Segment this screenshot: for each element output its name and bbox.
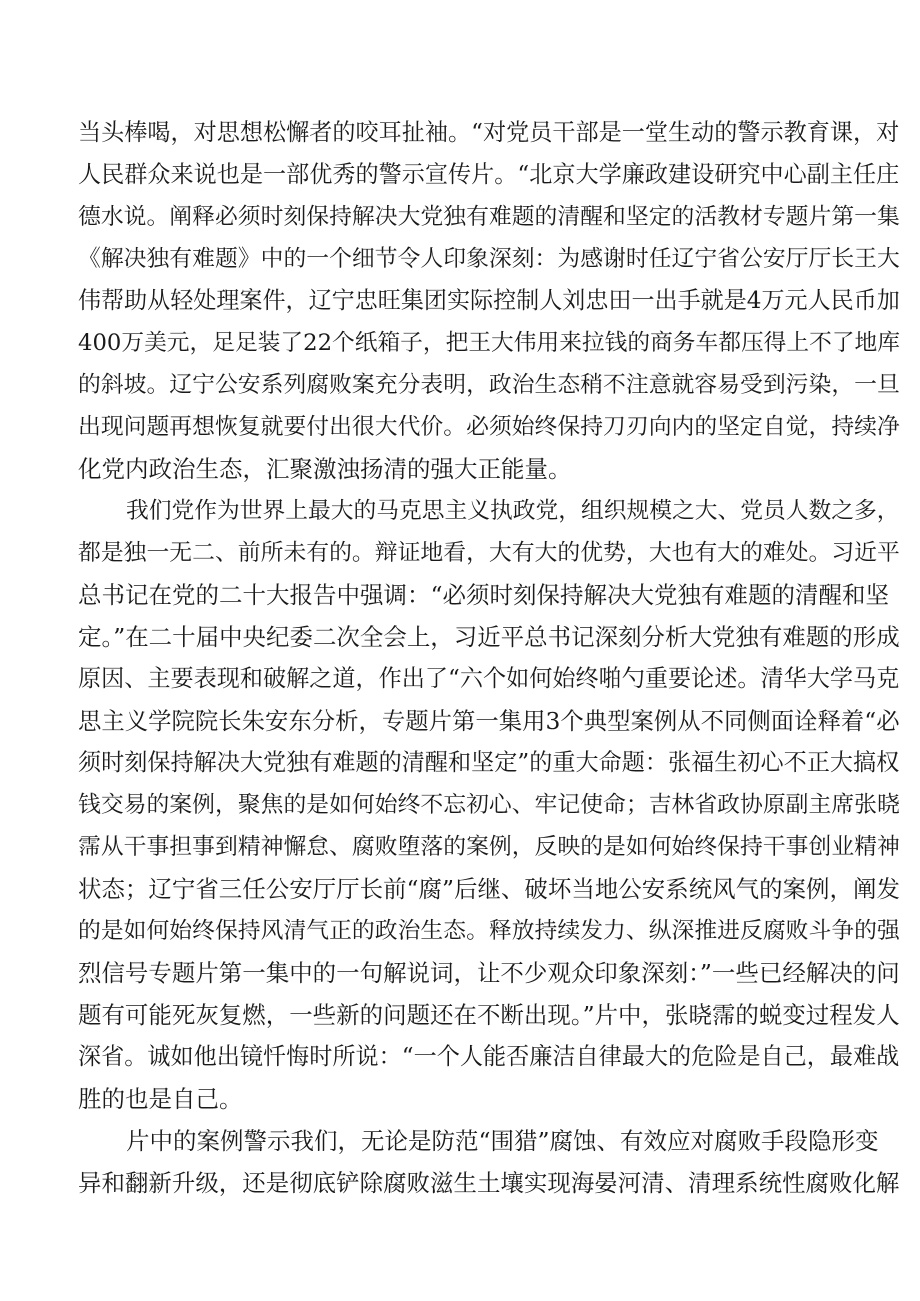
paragraph-1-line-8: 出现问题再想恢复就要付出很大代价。必须始终保持刀刃向内的坚定自觉，持续净 <box>78 414 900 440</box>
paragraph-1-line-3: 德水说。阐释必须时刻保持解决大党独有难题的清醒和坚定的活教材专题片第一集 <box>78 204 900 230</box>
paragraph-2-line-11: 的是如何始终保持风清气正的政治生态。释放持续发力、纵深推进反腐败斗争的强 <box>78 918 900 944</box>
paragraph-2-line-10: 状态；辽宁省三任公安厅厅长前“腐”后继、破坏当地公安系统风气的案例，阐发 <box>78 875 900 903</box>
paragraph-1-line-5: 伟帮助从轻处理案件，辽宁忠旺集团实际控制人刘忠田一出手就是4万元人民币加 <box>78 288 900 314</box>
paragraph-2-line-7: 须时刻保持解决大党独有难题的清醒和坚定”的重大命题：张福生初心不正大搞权 <box>78 750 900 776</box>
paragraph-3-line-2: 异和翻新升级，还是彻底铲除腐败滋生土壤实现海晏河清、清理系统性腐败化解 <box>78 1169 900 1197</box>
paragraph-2-line-13: 题有可能死灰复燃，一些新的问题还在不断出现。”片中，张晓霈的蜕变过程发人 <box>78 1001 900 1029</box>
paragraph-2-line-4: 定。”在二十届中央纪委二次全会上，习近平总书记深刻分析大党独有难题的形成 <box>78 623 900 651</box>
paragraph-1-line-1: 当头棒喝，对思想松懈者的咬耳扯袖。“对党员干部是一堂生动的警示教育课，对 <box>78 120 900 146</box>
paragraph-3-line-1: 片中的案例警示我们，无论是防范“围猎”腐蚀、有效应对腐败手段隐形变 <box>126 1127 879 1155</box>
paragraph-1-line-2: 人民群众来说也是一部优秀的警示宣传片。“北京大学廉政建设研究中心副主任庄 <box>78 162 900 188</box>
paragraph-2-line-12: 烈信号专题片第一集中的一句解说词，让不少观众印象深刻：”一些已经解决的问 <box>78 959 900 987</box>
paragraph-2-line-9: 霈从干事担事到精神懈怠、腐败堕落的案例，反映的是如何始终保持干事创业精神 <box>78 834 900 860</box>
paragraph-1-line-7: 的斜坡。辽宁公安系列腐败案充分表明，政治生态稍不注意就容易受到污染，一旦 <box>78 372 900 398</box>
paragraph-2-line-8: 钱交易的案例，聚焦的是如何始终不忘初心、牢记使命；吉林省政协原副主席张晓 <box>78 792 900 818</box>
paragraph-2-line-14: 深省。诚如他出镜忏悔时所说：“一个人能否廉洁自律最大的危险是自己，最难战 <box>78 1044 900 1070</box>
paragraph-2-line-3: 总书记在党的二十大报告中强调：“必须时刻保持解决大党独有难题的清醒和坚 <box>78 581 890 609</box>
paragraph-2-line-5: 原因、主要表现和破解之道，作出了“六个如何始终啪勺重要论述。清华大学马克 <box>78 666 900 692</box>
paragraph-2-line-1: 我们党作为世界上最大的马克思主义执政党，组织规模之大、党员人数之多， <box>126 498 900 524</box>
paragraph-2-line-15: 胜的也是自己。 <box>78 1085 243 1113</box>
paragraph-2-line-2: 都是独一无二、前所未有的。辩证地看，大有大的优势，大也有大的难处。习近平 <box>78 540 900 566</box>
paragraph-2-line-6: 思主义学院院长朱安东分析，专题片第一集用3个典型案例从不同侧面诠释着“必 <box>78 707 900 735</box>
paragraph-1-line-4: 《解决独有难题》中的一个细节令人印象深刻：为感谢时任辽宁省公安厅厅长王大 <box>78 246 900 272</box>
paragraph-1-line-9: 化党内政治生态，汇聚激浊扬清的强大正能量。 <box>78 455 572 483</box>
paragraph-1-line-6: 400万美元，足足装了22个纸箱子，把王大伟用来拉钱的商务车都压得上不了地库 <box>78 330 900 356</box>
